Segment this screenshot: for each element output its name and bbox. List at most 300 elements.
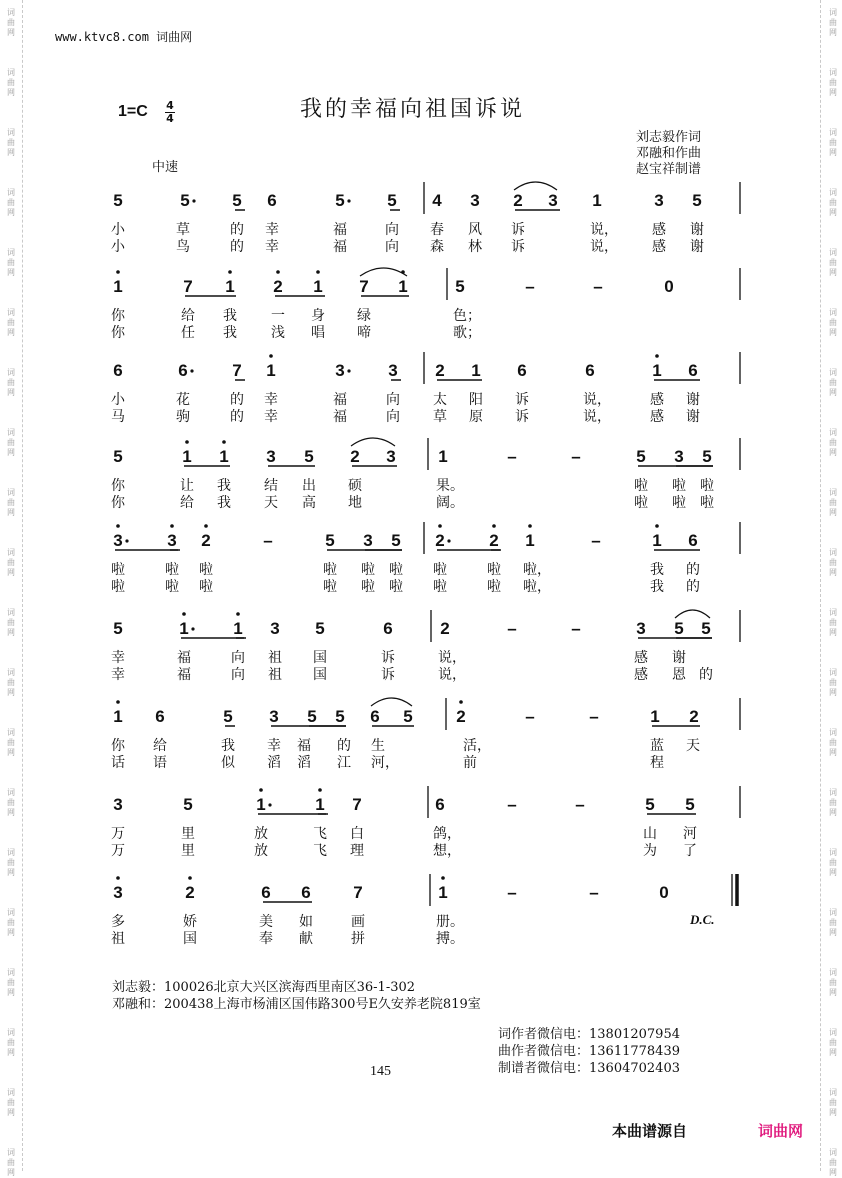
lyric-syllable: 啦， (523, 562, 551, 578)
da-capo-marking: D.C. (690, 912, 715, 927)
lyric-syllable: 地 (348, 495, 362, 511)
note: 1 (266, 361, 276, 380)
note: 3 (167, 531, 177, 550)
note: 5 (403, 707, 413, 726)
lyric-syllable: 啦 (389, 562, 403, 578)
watermark-glyphs: 词 曲 网 (829, 848, 837, 877)
note: 6 (435, 795, 445, 814)
lyric-syllable: 江 (337, 755, 351, 771)
note: 1 (438, 883, 448, 902)
lyric-syllable: 硕 (348, 478, 362, 494)
lyric-syllable: 似 (221, 755, 235, 771)
lyric-syllable: 献 (299, 931, 313, 947)
lyric-syllable: 的 (230, 222, 244, 238)
octave-up-dot (655, 354, 659, 358)
slur (351, 438, 395, 446)
lyric-syllable: 幸 (265, 239, 279, 255)
watermark-glyphs: 词 曲 网 (7, 428, 15, 457)
note: – (263, 531, 273, 550)
note: 1 (182, 447, 192, 466)
watermark-glyphs: 词 曲 网 (829, 1088, 837, 1117)
note: 3 (386, 447, 396, 466)
lyric-syllable: 了 (683, 843, 697, 859)
lyric-syllable: 啦 (389, 579, 403, 595)
lyric-syllable: 小 (111, 222, 125, 238)
note: 3 (113, 531, 123, 550)
lyric-syllable: 画 (351, 914, 365, 930)
lyric-syllable: 理 (350, 843, 364, 859)
lyric-syllable: 啦 (672, 495, 686, 511)
lyric-syllable: 美 (259, 914, 273, 930)
lyric-syllable: 啦 (165, 562, 179, 578)
lyric-syllable: 啦 (199, 562, 213, 578)
lyric-syllable: 向 (385, 239, 399, 255)
octave-dot (204, 524, 208, 528)
watermark-glyphs: 词 曲 网 (829, 608, 837, 637)
octave-up-dot (441, 876, 445, 880)
octave-up-dot (116, 270, 120, 274)
arranger-credit: 赵宝祥制谱 (636, 162, 702, 177)
lyric-syllable: 幸 (265, 222, 279, 238)
lyric-syllable: 福 (333, 222, 347, 238)
note: 2 (201, 531, 211, 550)
lyric-syllable: 绿 (357, 308, 371, 324)
time-signature-bottom: 4 (166, 112, 174, 125)
lyric-syllable: 森 (430, 239, 444, 255)
note: 3 (113, 795, 123, 814)
note: 1 (650, 707, 660, 726)
note: 6 (383, 619, 393, 638)
lyric-syllable: 鸟 (176, 239, 190, 255)
lyric-syllable: 幸 (264, 409, 278, 425)
lyric-syllable: 我 (650, 562, 664, 578)
lyric-syllable: 啦 (487, 562, 501, 578)
lyric-syllable: 啦 (199, 579, 213, 595)
note: 3 (548, 191, 558, 210)
lyric-syllable: 给 (181, 308, 195, 324)
brand-link[interactable]: 词曲网 (758, 1122, 804, 1140)
note: 2 (185, 883, 195, 902)
note: 7 (183, 277, 193, 296)
lyric-syllable: 放 (254, 843, 268, 859)
lyric-syllable: 你 (111, 478, 125, 494)
lyric-syllable: 山 (643, 826, 657, 842)
note: – (591, 531, 601, 550)
note: – (593, 277, 603, 296)
lyric-syllable: 谢 (686, 392, 700, 408)
watermark-glyphs: 词 曲 网 (7, 908, 15, 937)
note: – (571, 447, 581, 466)
lyric-syllable: 啦 (700, 495, 714, 511)
octave-up-dot (182, 612, 186, 616)
lyric-syllable: 恩 (672, 667, 686, 683)
lyric-syllable: 诉 (511, 222, 525, 238)
augmentation-dot (447, 539, 450, 542)
watermark-glyphs: 词 曲 网 (829, 248, 837, 277)
lyric-syllable: 啼 (357, 325, 371, 341)
lyric-syllable: 的 (230, 392, 244, 408)
octave-up-dot (655, 524, 659, 528)
note: 5 (391, 531, 401, 550)
key-signature: 1=C (118, 103, 148, 120)
watermark-glyphs: 词 曲 网 (829, 8, 837, 37)
note: 3 (113, 883, 123, 902)
lyric-syllable: 我 (217, 478, 231, 494)
note: 5 (387, 191, 397, 210)
note: 3 (636, 619, 646, 638)
lyric-syllable: 向 (231, 667, 245, 683)
lyric-syllable: 活， (463, 738, 491, 754)
octave-up-dot (459, 700, 463, 704)
note: 2 (689, 707, 699, 726)
lyric-syllable: 福 (333, 392, 347, 408)
augmentation-dot (125, 539, 128, 542)
octave-dot (116, 524, 120, 528)
watermark-glyphs: 词 曲 网 (7, 968, 15, 997)
lyric-syllable: 阳 (469, 392, 483, 408)
lyric-syllable: 万 (111, 826, 125, 842)
note: 2 (350, 447, 360, 466)
lyric-syllable: 结 (264, 478, 278, 494)
lyric-syllable: 原 (469, 409, 483, 425)
note: 6 (113, 361, 123, 380)
note: – (525, 707, 535, 726)
augmentation-dot (347, 199, 350, 202)
lyric-syllable: 谢 (690, 239, 704, 255)
lyric-syllable: 的 (686, 562, 700, 578)
lyric-syllable: 啦 (487, 579, 501, 595)
lyric-syllable: 我 (221, 738, 235, 754)
note: 6 (301, 883, 311, 902)
note: 3 (388, 361, 398, 380)
octave-up-dot (269, 354, 273, 358)
lyric-syllable: 草 (433, 409, 447, 425)
note: 3 (674, 447, 684, 466)
note: 1 (471, 361, 481, 380)
lyric-syllable: 说， (438, 650, 466, 666)
note: 6 (267, 191, 277, 210)
lyric-syllable: 河 (683, 826, 697, 842)
lyric-syllable: 鸽， (433, 826, 461, 842)
octave-up-dot (116, 700, 120, 704)
lyric-syllable: 高 (302, 495, 316, 511)
note: – (589, 883, 599, 902)
watermark-glyphs: 词 曲 网 (829, 908, 837, 937)
note: – (571, 619, 581, 638)
note: 5 (183, 795, 193, 814)
note: – (589, 707, 599, 726)
watermark-glyphs: 词 曲 网 (829, 788, 837, 817)
note: 0 (664, 277, 674, 296)
lyric-syllable: 感 (652, 239, 666, 255)
lyric-syllable: 给 (180, 495, 194, 511)
lyricist-credit: 刘志毅作词 (636, 130, 702, 145)
note: 7 (353, 883, 363, 902)
watermark-glyphs: 词 曲 网 (7, 548, 15, 577)
note: 6 (178, 361, 188, 380)
lyric-syllable: 册。 (436, 914, 464, 930)
lyric-syllable: 福 (177, 650, 191, 666)
note: 1 (315, 795, 325, 814)
lyric-syllable: 里 (181, 826, 195, 842)
lyric-syllable: 感 (650, 409, 664, 425)
lyric-syllable: 如 (299, 914, 313, 930)
lyric-syllable: 向 (386, 409, 400, 425)
lyric-syllable: 诉 (515, 409, 529, 425)
lyric-syllable: 生 (371, 738, 385, 754)
note: 6 (688, 361, 698, 380)
lyric-syllable: 色； (453, 308, 481, 324)
watermark-glyphs: 词 曲 网 (7, 848, 15, 877)
watermark-glyphs: 词 曲 网 (7, 368, 15, 397)
watermark-glyphs: 词 曲 网 (7, 1148, 15, 1177)
octave-up-dot (438, 524, 442, 528)
lyric-syllable: 奉 (259, 931, 273, 947)
lyric-syllable: 你 (111, 308, 125, 324)
note: 2 (435, 531, 445, 550)
watermark-glyphs: 词 曲 网 (7, 188, 15, 217)
watermark-glyphs: 词 曲 网 (829, 68, 837, 97)
note: 5 (455, 277, 465, 296)
lyric-syllable: 前 (463, 755, 477, 771)
lyric-syllable: 啦 (433, 579, 447, 595)
note: – (507, 447, 517, 466)
time-signature-top: 4 (166, 99, 174, 112)
note: 1 (592, 191, 602, 210)
note: 3 (470, 191, 480, 210)
watermark-glyphs: 词 曲 网 (7, 788, 15, 817)
lyric-syllable: 感 (652, 222, 666, 238)
note: 1 (652, 361, 662, 380)
lyric-syllable: 诉 (515, 392, 529, 408)
lyric-syllable: 我 (223, 308, 237, 324)
lyric-syllable: 你 (111, 495, 125, 511)
watermark-glyphs: 词 曲 网 (829, 728, 837, 757)
lyric-syllable: 河， (371, 755, 399, 771)
note: – (507, 619, 517, 638)
lyric-syllable: 浅 (271, 325, 285, 341)
lyric-syllable: 的 (337, 738, 351, 754)
lyric-syllable: 白 (350, 826, 364, 842)
lyric-syllable: 阔。 (436, 495, 464, 511)
note: 5 (645, 795, 655, 814)
note: 3 (266, 447, 276, 466)
watermark-glyphs: 词 曲 网 (7, 1088, 15, 1117)
lyric-syllable: 诉 (511, 239, 525, 255)
octave-up-dot (222, 440, 226, 444)
lyric-syllable: 身 (311, 308, 325, 324)
watermark-glyphs: 词 曲 网 (829, 968, 837, 997)
lyric-syllable: 程 (650, 755, 664, 771)
lyric-syllable: 万 (111, 843, 125, 859)
lyric-syllable: 春 (430, 222, 444, 238)
lyric-syllable: 祖 (268, 650, 282, 666)
note: 5 (113, 619, 123, 638)
note: 3 (270, 619, 280, 638)
note: 2 (435, 361, 445, 380)
note: – (507, 883, 517, 902)
note: 1 (398, 277, 408, 296)
watermark-glyphs: 词 曲 网 (7, 488, 15, 517)
watermark-glyphs: 词 曲 网 (7, 248, 15, 277)
note: 5 (304, 447, 314, 466)
watermark-glyphs: 词 曲 网 (829, 188, 837, 217)
lyric-syllable: 我 (223, 325, 237, 341)
lyric-syllable: 太 (433, 392, 447, 408)
note: 5 (335, 707, 345, 726)
lyric-syllable: 啦 (433, 562, 447, 578)
lyric-syllable: 说， (590, 239, 618, 255)
lyric-syllable: 幸 (267, 738, 281, 754)
octave-up-dot (188, 876, 192, 880)
lyric-syllable: 向 (385, 222, 399, 238)
lyric-syllable: 幸 (111, 650, 125, 666)
lyric-syllable: 一 (271, 308, 285, 324)
note: 6 (517, 361, 527, 380)
octave-dot (170, 524, 174, 528)
lyric-syllable: 草 (176, 222, 190, 238)
note: 3 (269, 707, 279, 726)
lyric-syllable: 说， (583, 392, 611, 408)
lyric-syllable: 谢 (690, 222, 704, 238)
note: 2 (489, 531, 499, 550)
lyric-syllable: 啦 (111, 579, 125, 595)
lyric-syllable: 诉 (381, 667, 395, 683)
lyric-syllable: 的 (230, 239, 244, 255)
watermark-glyphs: 词 曲 网 (829, 548, 837, 577)
watermark-glyphs: 词 曲 网 (829, 488, 837, 517)
lyric-syllable: 唱 (311, 325, 325, 341)
note: 1 (113, 277, 123, 296)
lyric-syllable: 你 (111, 738, 125, 754)
lyric-syllable: 拼 (351, 931, 365, 947)
lyric-syllable: 里 (181, 843, 195, 859)
lyric-syllable: 啦 (672, 478, 686, 494)
source-label: 本曲谱源自 (612, 1122, 688, 1140)
note: 0 (659, 883, 669, 902)
note: 6 (585, 361, 595, 380)
lyric-syllable: 啦 (165, 579, 179, 595)
note: – (507, 795, 517, 814)
octave-up-dot (116, 876, 120, 880)
slur (675, 610, 710, 618)
composer-credit: 邓融和作曲 (636, 146, 702, 161)
lyric-syllable: 祖 (111, 931, 125, 947)
lyric-syllable: 向 (231, 650, 245, 666)
note: 5 (180, 191, 190, 210)
note: 5 (307, 707, 317, 726)
lyric-syllable: 谢 (672, 650, 686, 666)
lyric-syllable: 小 (111, 239, 125, 255)
octave-up-dot (276, 270, 280, 274)
note: 2 (440, 619, 450, 638)
note: – (575, 795, 585, 814)
slur (371, 698, 412, 706)
octave-up-dot (492, 524, 496, 528)
lyric-syllable: 风 (468, 222, 482, 238)
slur (360, 268, 407, 276)
lyric-syllable: 说， (583, 409, 611, 425)
note: 5 (692, 191, 702, 210)
lyric-syllable: 幸 (111, 667, 125, 683)
wechat-arranger: 制谱者微信电：13604702403 (498, 1061, 680, 1076)
lyric-syllable: 驹 (176, 409, 190, 425)
lyric-syllable: 的 (686, 579, 700, 595)
lyric-syllable: 啦 (361, 562, 375, 578)
octave-up-dot (528, 524, 532, 528)
song-title: 我的幸福向祖国诉说 (300, 97, 526, 122)
lyric-syllable: 国 (313, 650, 327, 666)
note: 5 (335, 191, 345, 210)
lyric-syllable: 飞 (313, 826, 327, 842)
watermark-glyphs: 词 曲 网 (829, 128, 837, 157)
lyric-syllable: 说， (438, 667, 466, 683)
lyric-syllable: 马 (111, 409, 125, 425)
lyric-syllable: 让 (180, 478, 194, 494)
lyric-syllable: 娇 (183, 914, 197, 930)
watermark-glyphs: 词 曲 网 (7, 308, 15, 337)
augmentation-dot (347, 369, 350, 372)
lyric-syllable: 啦， (523, 579, 551, 595)
watermark-glyphs: 词 曲 网 (7, 128, 15, 157)
note: – (525, 277, 535, 296)
lyric-syllable: 任 (181, 325, 195, 341)
note: 1 (525, 531, 535, 550)
note: 1 (113, 707, 123, 726)
note: 1 (256, 795, 266, 814)
note: 5 (315, 619, 325, 638)
lyric-syllable: 花 (176, 392, 190, 408)
lyric-syllable: 话 (111, 755, 125, 771)
note: 1 (313, 277, 323, 296)
lyric-syllable: 国 (313, 667, 327, 683)
lyric-syllable: 啦 (111, 562, 125, 578)
lyric-syllable: 小 (111, 392, 125, 408)
augmentation-dot (268, 803, 271, 806)
lyric-syllable: 我 (650, 579, 664, 595)
lyric-syllable: 幸 (264, 392, 278, 408)
lyric-syllable: 啦 (323, 579, 337, 595)
wechat-composer: 曲作者微信电：13611778439 (498, 1044, 680, 1059)
lyric-syllable: 搏。 (436, 931, 464, 947)
note: 5 (685, 795, 695, 814)
address-composer: 邓融和：200438上海市杨浦区国伟路300号E久安养老院819室 (112, 997, 481, 1012)
lyric-syllable: 诉 (381, 650, 395, 666)
address-lyricist: 刘志毅：100026北京大兴区滨海西里南区36-1-302 (112, 980, 416, 995)
lyric-syllable: 国 (183, 931, 197, 947)
lyric-syllable: 我 (217, 495, 231, 511)
site-url[interactable]: www.ktvc8.com 词曲网 (55, 30, 193, 44)
lyric-syllable: 福 (297, 738, 311, 754)
lyric-syllable: 多 (111, 914, 125, 930)
lyric-syllable: 感 (650, 392, 664, 408)
note: 1 (233, 619, 243, 638)
note: 4 (432, 191, 442, 210)
octave-up-dot (259, 788, 263, 792)
lyric-syllable: 福 (333, 239, 347, 255)
lyric-syllable: 啦 (361, 579, 375, 595)
note: 5 (636, 447, 646, 466)
note: 1 (225, 277, 235, 296)
watermark-glyphs: 词 曲 网 (829, 308, 837, 337)
note: 5 (223, 707, 233, 726)
note: 5 (674, 619, 684, 638)
note: 1 (219, 447, 229, 466)
lyric-syllable: 说， (590, 222, 618, 238)
octave-up-dot (318, 788, 322, 792)
lyric-syllable: 想， (433, 843, 461, 859)
note: 6 (155, 707, 165, 726)
